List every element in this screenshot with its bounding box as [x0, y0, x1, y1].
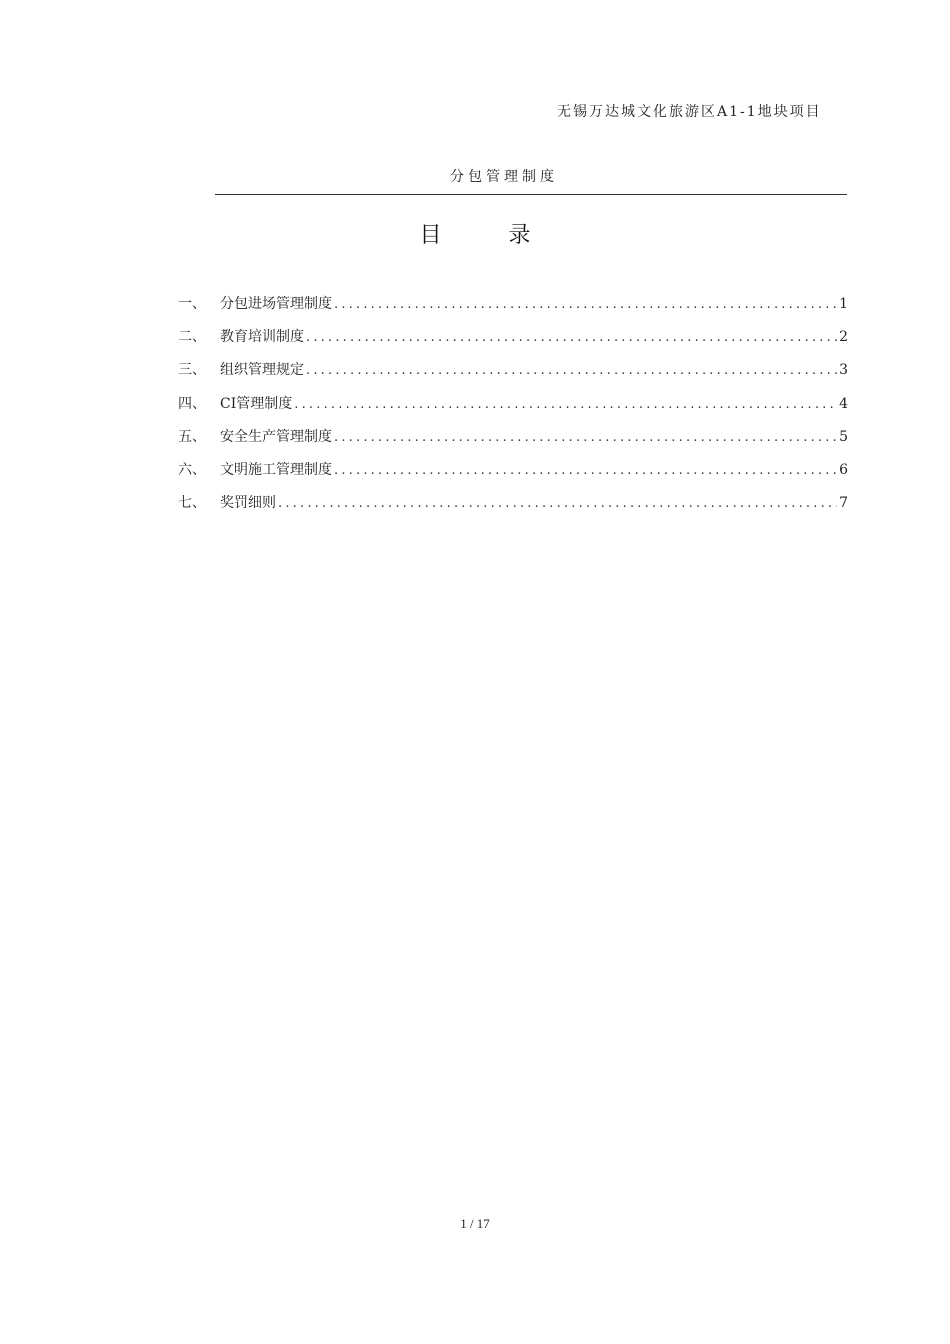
- toc-entry-number: 三、: [178, 362, 206, 379]
- toc-entry-text: 奖罚细则: [220, 495, 276, 512]
- toc-entry-text: 组织管理规定: [220, 362, 304, 379]
- toc-entry-page: 4: [839, 395, 848, 412]
- toc-entry-7[interactable]: [178, 491, 848, 524]
- toc-entry-number: 六、: [178, 461, 206, 478]
- toc-entry-page: 7: [839, 495, 848, 512]
- toc-entry-number: 五、: [178, 428, 206, 445]
- toc-dot-leader: [334, 459, 837, 483]
- toc-entry-2[interactable]: [178, 325, 848, 358]
- toc-entry-page: 3: [839, 362, 848, 379]
- toc-dot-leader: [278, 492, 837, 516]
- toc-entry-number: 二、: [178, 329, 206, 346]
- toc-dot-leader: [306, 326, 837, 350]
- toc-entry-5[interactable]: [178, 425, 848, 458]
- toc-entry-number: 四、: [178, 395, 206, 412]
- toc-entry-number: 一、: [178, 296, 206, 312]
- toc-entry-page: 1: [839, 296, 848, 312]
- toc-entry-1[interactable]: [178, 292, 848, 325]
- toc-entry-text: CI管理制度: [220, 395, 293, 412]
- toc-entry-text: 安全生产管理制度: [220, 428, 332, 445]
- header-project-name: 无锡万达城文化旅游区A1-1地块项目: [557, 104, 822, 120]
- toc-entry-3[interactable]: [178, 358, 848, 391]
- toc-entry-text: 分包进场管理制度: [220, 296, 332, 312]
- toc-entry-page: 6: [839, 461, 848, 478]
- header-divider: [215, 194, 847, 195]
- toc-dot-leader: [306, 359, 837, 383]
- toc-entry-text: 教育培训制度: [220, 329, 304, 346]
- toc-entry-6[interactable]: [178, 458, 848, 491]
- header-document-title: 分包管理制度: [450, 169, 558, 185]
- toc-entry-text: 文明施工管理制度: [220, 461, 332, 478]
- toc-title: 目 录: [419, 223, 561, 248]
- toc-entry-4[interactable]: [178, 392, 848, 425]
- toc-entry-page: 5: [839, 428, 848, 445]
- table-of-contents: [178, 292, 848, 524]
- toc-dot-leader: [294, 393, 837, 417]
- toc-dot-leader: [334, 293, 837, 317]
- toc-dot-leader: [334, 426, 837, 450]
- page-number-footer: 1 / 17: [460, 1216, 490, 1231]
- toc-entry-number: 七、: [178, 495, 206, 512]
- toc-entry-page: 2: [839, 329, 848, 346]
